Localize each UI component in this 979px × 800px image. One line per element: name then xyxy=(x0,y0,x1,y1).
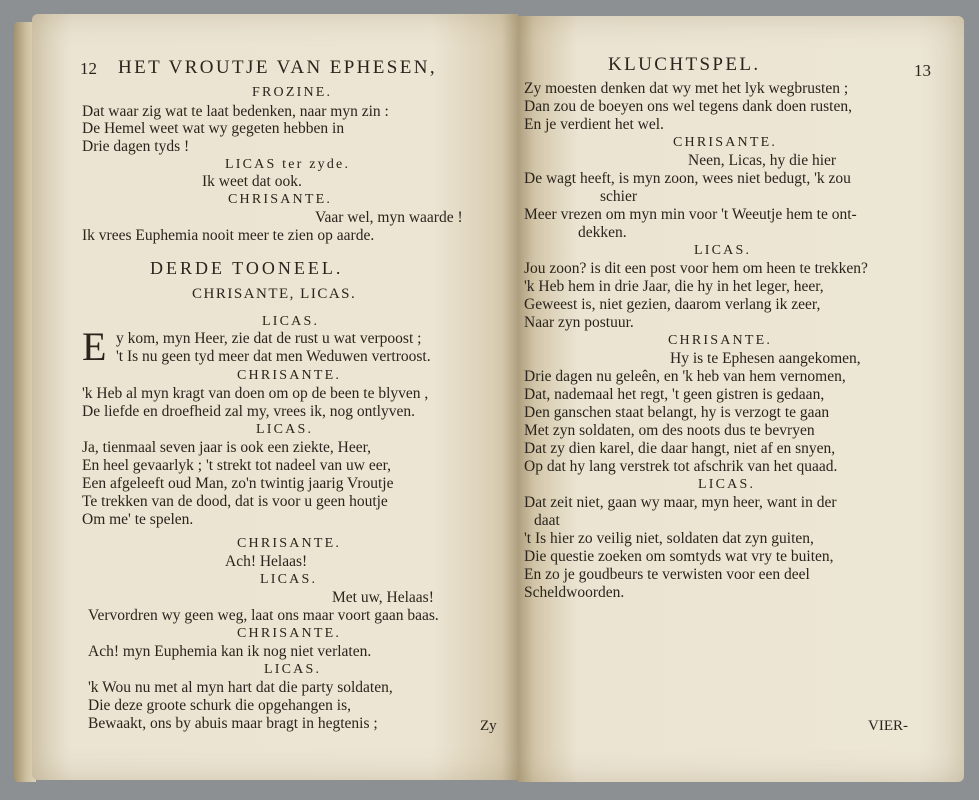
verse-line: Ik weet dat ook. xyxy=(202,173,302,190)
speaker-label: CHRISANTE. xyxy=(228,192,333,207)
verse-line: y kom, myn Heer, zie dat de rust u wat verpoost ; xyxy=(116,330,422,347)
speaker-label: LICAS. xyxy=(260,572,318,587)
left-page xyxy=(32,14,518,780)
verse-line: daat xyxy=(534,512,560,529)
right-page xyxy=(518,16,964,782)
verse-line: dekken. xyxy=(578,224,627,241)
verse-line: En zo je goudbeurs te verwisten voor een deel xyxy=(524,566,810,583)
speaker-label: FROZINE. xyxy=(252,85,333,100)
verse-line: Om me' te spelen. xyxy=(82,511,194,528)
cast-list: CHRISANTE, LICAS. xyxy=(192,286,357,302)
verse-line: Dat zy dien karel, die daar hangt, niet af en snyen, xyxy=(524,440,836,457)
verse-line: Hy is te Ephesen aangekomen, xyxy=(670,350,861,367)
verse-line: schier xyxy=(600,188,638,205)
catchword: VIER- xyxy=(868,718,908,734)
speaker-label: CHRISANTE. xyxy=(673,135,778,150)
verse-line: Dat waar zig wat te laat bedenken, naar myn zin : xyxy=(82,103,389,120)
verse-line: Meer vrezen om myn min voor 't Weeutje hem te ont- xyxy=(524,206,857,223)
verse-line: Ach! myn Euphemia kan ik nog niet verlaten. xyxy=(88,643,372,660)
verse-line: De wagt heeft, is myn zoon, wees niet bedugt, 'k zou xyxy=(524,170,851,187)
verse-line: Geweest is, niet gezien, daarom verlang ik zeer, xyxy=(524,296,821,313)
speaker-label: LICAS. xyxy=(694,243,752,258)
speaker-label: LICAS. xyxy=(264,662,322,677)
verse-line: Op dat hy lang verstrek tot afschrik van het quaad. xyxy=(524,458,838,475)
verse-line: Ik vrees Euphemia nooit meer te zien op aarde. xyxy=(82,227,375,244)
verse-line: 't Is hier zo veilig niet, soldaten dat zyn guiten, xyxy=(524,530,814,547)
verse-line: Naar zyn postuur. xyxy=(524,314,634,331)
page-number: 12 xyxy=(80,59,97,78)
verse-line: Die questie zoeken om somtyds wat vry te buiten, xyxy=(524,548,834,565)
verse-line: 'k Wou nu met al myn hart dat die party soldaten, xyxy=(88,679,393,696)
speaker-label: CHRISANTE. xyxy=(237,626,342,641)
running-head: HET VROUTJE VAN EPHESEN, xyxy=(118,57,438,78)
page-number: 13 xyxy=(914,61,931,80)
verse-line: 't Is nu geen tyd meer dat men Weduwen vertroost. xyxy=(116,348,431,365)
verse-line: 'k Heb al myn kragt van doen om op de been te blyven , xyxy=(82,385,429,402)
verse-line: Te trekken van de dood, dat is voor u geen houtje xyxy=(82,493,388,510)
verse-line: Vervordren wy geen weg, laat ons maar voort gaan baas. xyxy=(88,607,439,624)
verse-line: De Hemel weet wat wy gegeten hebben in xyxy=(82,120,345,137)
speaker-label: CHRISANTE. xyxy=(668,333,773,348)
speaker-label: CHRISANTE. xyxy=(237,368,342,383)
verse-line: Die deze groote schurk die opgehangen is, xyxy=(88,697,351,714)
verse-line: Zy moesten denken dat wy met het lyk wegbrusten ; xyxy=(524,80,849,97)
verse-line: Ach! Helaas! xyxy=(225,553,308,570)
verse-line: Dan zou de boeyen ons wel tegens dank doen rusten, xyxy=(524,98,852,115)
speaker-label: CHRISANTE. xyxy=(237,536,342,551)
open-book xyxy=(14,14,966,792)
verse-line: Dat, nademaal het regt, 't geen gistren is gedaan, xyxy=(524,386,825,403)
verse-line: En heel gevaarlyk ; 't strekt tot nadeel van uw eer, xyxy=(82,457,392,474)
verse-line: Ja, tienmaal seven jaar is ook een ziekte, Heer, xyxy=(82,439,372,456)
drop-cap: E xyxy=(82,324,107,369)
verse-line: Neen, Licas, hy die hier xyxy=(688,152,837,169)
verse-line: Drie dagen tyds ! xyxy=(82,138,190,155)
verse-line: En je verdient het wel. xyxy=(524,116,664,133)
speaker-label: LICAS. xyxy=(256,422,314,437)
verse-line: Drie dagen nu geleên, en 'k heb van hem vernomen, xyxy=(524,368,846,385)
verse-line: Een afgeleeft oud Man, zo'n twintig jaarig Vroutje xyxy=(82,475,394,492)
verse-line: Vaar wel, myn waarde ! xyxy=(315,209,463,226)
verse-line: Bewaakt, ons by abuis maar bragt in hegtenis ; xyxy=(88,715,378,732)
running-head: KLUCHTSPEL. xyxy=(608,54,761,75)
verse-line: De liefde en droefheid zal my, vrees ik, nog ontlyven. xyxy=(82,403,415,420)
scene-heading: DERDE TOONEEL. xyxy=(150,258,344,278)
verse-line: Met zyn soldaten, om des noots dus te bevryen xyxy=(524,422,815,439)
speaker-label: LICAS. xyxy=(262,314,320,329)
verse-line: 'k Heb hem in drie Jaar, die hy in het leger, heer, xyxy=(524,278,824,295)
verse-line: Jou zoon? is dit een post voor hem om heen te trekken? xyxy=(524,260,868,277)
catchword: Zy xyxy=(480,718,497,734)
speaker-label: LICAS ter zyde. xyxy=(225,157,351,172)
verse-line: Dat zeit niet, gaan wy maar, myn heer, want in der xyxy=(524,494,837,511)
speaker-label: LICAS. xyxy=(698,477,756,492)
verse-line: Met uw, Helaas! xyxy=(332,589,434,606)
verse-line: Scheldwoorden. xyxy=(524,584,625,601)
verse-line: Den ganschen staat belangt, hy is verzogt te gaan xyxy=(524,404,830,421)
